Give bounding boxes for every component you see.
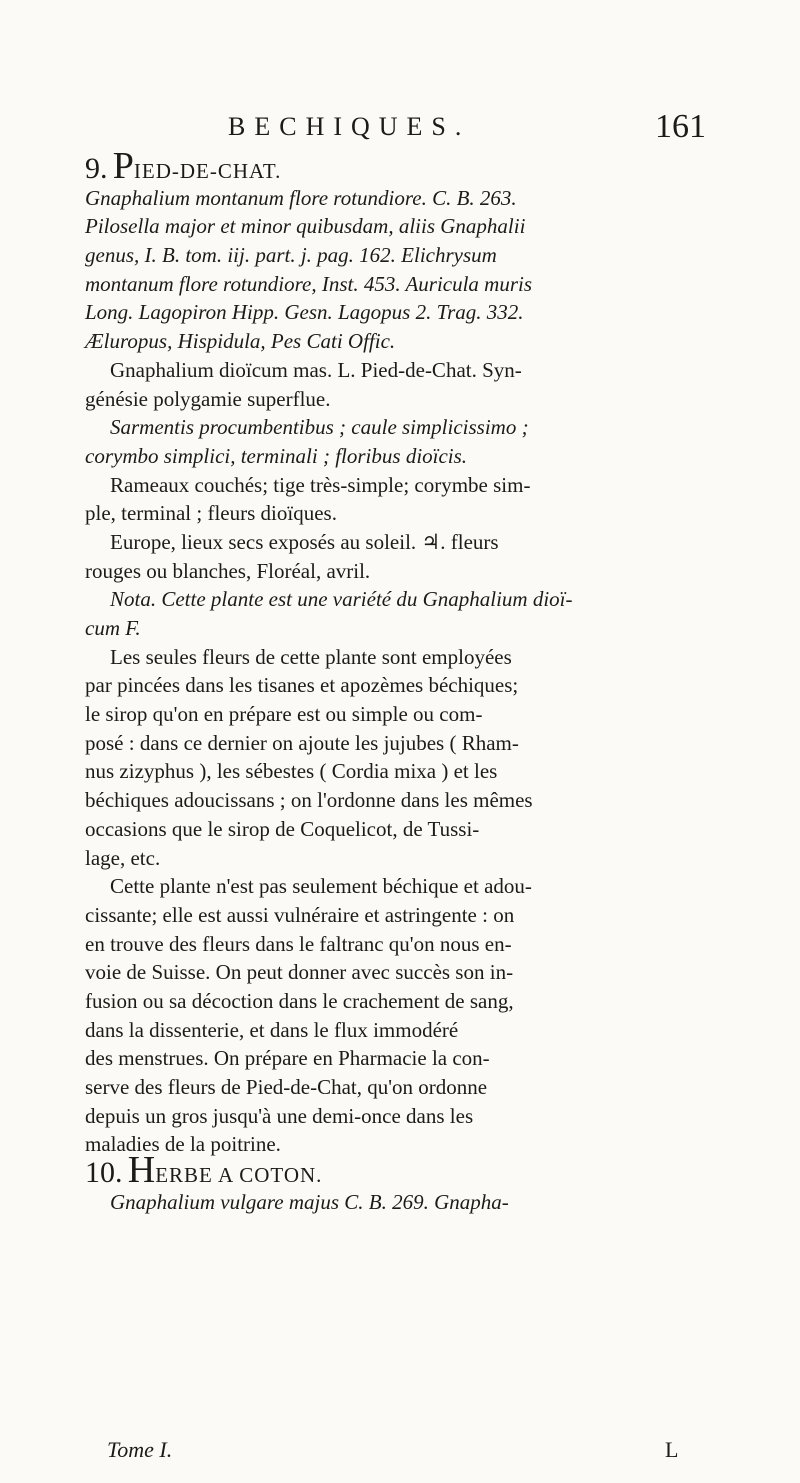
body-text-line: posé : dans ce dernier on ajoute les jujubes ( Rham- xyxy=(85,730,519,755)
habitat-line: Europe, lieux secs exposés au soleil. ♃. fleurs xyxy=(110,529,499,554)
body-text-line: maladies de la poitrine. xyxy=(85,1132,281,1157)
synonym-line: Æluropus, Hispidula, Pes Cati Offic. xyxy=(85,329,396,354)
entry-title-initial: P xyxy=(112,145,134,187)
page-number: 161 xyxy=(655,108,706,145)
synonym-line: genus, I. B. tom. iij. part. j. pag. 162. Elichrysum xyxy=(85,243,497,268)
linnaean-name-line: Gnaphalium dioïcum mas. L. Pied-de-Chat. Syn- xyxy=(110,357,522,382)
synonym-line: Gnaphalium montanum flore rotundiore. C. B. 263. xyxy=(85,185,517,210)
body-text-line: cissante; elle est aussi vulnéraire et astringente : on xyxy=(85,902,515,927)
body-text-line: depuis un gros jusqu'à une demi-once dans les xyxy=(85,1103,474,1128)
habitat-line: rouges ou blanches, Floréal, avril. xyxy=(85,558,371,583)
entry-number: 9. xyxy=(85,152,108,185)
body-text-line: fusion ou sa décoction dans le crachement de sang, xyxy=(85,988,514,1013)
synonym-line: Gnaphalium vulgare majus C. B. 269. Gnapha- xyxy=(110,1189,509,1214)
body-text-line: serve des fleurs de Pied-de-Chat, qu'on ordonne xyxy=(85,1075,488,1099)
body-text-line: occasions que le sirop de Coquelicot, de Tussi- xyxy=(85,816,480,841)
page-footer xyxy=(107,1437,687,1467)
nota-line: Nota. Cette plante est une variété du Gnaphalium dioï- xyxy=(110,587,573,612)
body-text-line: par pincées dans les tisanes et apozèmes béchiques; xyxy=(85,673,519,698)
running-title: BECHIQUES. xyxy=(228,112,471,141)
entry-title-initial: H xyxy=(127,1149,156,1192)
latin-description-line: Sarmentis procumbentibus ; caule simplicissimo ; xyxy=(110,415,529,440)
french-description-line: ple, terminal ; fleurs dioïques. xyxy=(85,501,337,526)
body-text-line: en trouve des fleurs dans le faltranc qu'on nous en- xyxy=(85,931,512,956)
entry-9-heading xyxy=(85,145,715,187)
entry-title: IED-DE-CHAT. xyxy=(133,159,282,183)
entry-number: 10. xyxy=(85,1156,123,1190)
page-body xyxy=(85,145,715,1216)
entry-10-heading xyxy=(85,1149,715,1192)
body-text-line: dans la dissenterie, et dans le flux immodéré xyxy=(85,1017,459,1042)
synonym-line: montanum flore rotundiore, Inst. 453. Auricula muris xyxy=(85,271,533,296)
signature-mark: L xyxy=(665,1437,679,1462)
page-header xyxy=(0,108,800,148)
volume-label: Tome I. xyxy=(107,1437,173,1462)
body-text-line: Cette plante n'est pas seulement béchique et adou- xyxy=(110,874,532,899)
synonym-line: Long. Lagopiron Hipp. Gesn. Lagopus 2. Trag. 332. xyxy=(85,300,524,325)
body-text-line: béchiques adoucissans ; on l'ordonne dans les mêmes xyxy=(85,788,533,813)
body-text-line: voie de Suisse. On peut donner avec succès son in- xyxy=(85,960,514,985)
body-text-line: nus zizyphus ), les sébestes ( Cordia mixa ) et les xyxy=(85,759,498,784)
synonym-line: Pilosella major et minor quibusdam, aliis Gnaphalii xyxy=(85,214,526,239)
entry-title: ERBE A COTON. xyxy=(155,1163,323,1188)
body-text-line: le sirop qu'on en prépare est ou simple ou com- xyxy=(85,702,483,727)
body-text-line: Les seules fleurs de cette plante sont employées xyxy=(110,644,512,669)
nota-line: cum F. xyxy=(85,616,141,640)
classification-line: génésie polygamie superflue. xyxy=(85,386,331,411)
body-text-line: des menstrues. On prépare en Pharmacie la con- xyxy=(85,1046,490,1071)
latin-description-line: corymbo simplici, terminali ; floribus dioïcis. xyxy=(85,443,468,468)
body-text-line: lage, etc. xyxy=(85,845,161,870)
french-description-line: Rameaux couchés; tige très-simple; corymbe sim- xyxy=(110,472,531,497)
